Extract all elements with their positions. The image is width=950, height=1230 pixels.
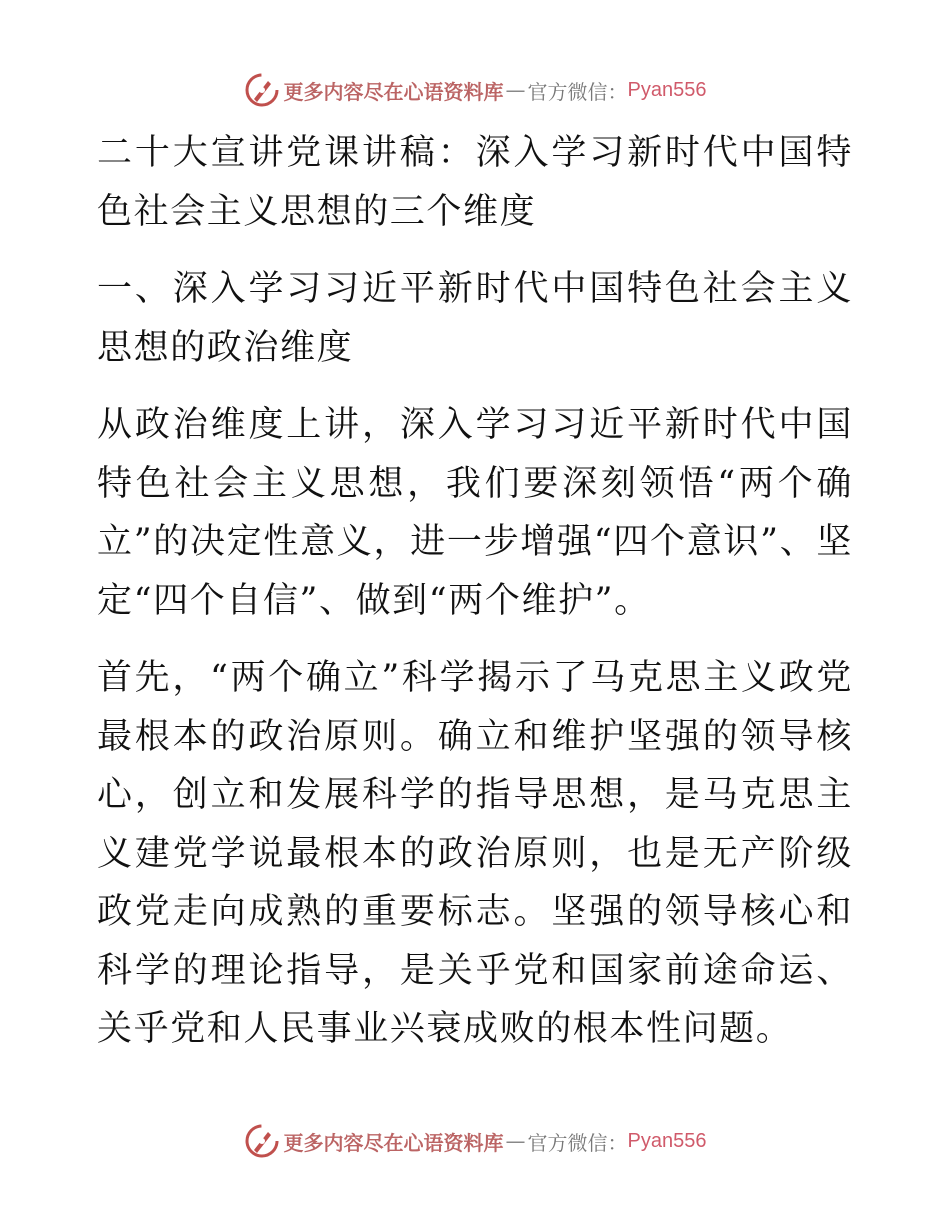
pen-circle-logo-icon (244, 1123, 280, 1159)
body-paragraph: 从政治维度上讲，深入学习习近平新时代中国特色社会主义思想，我们要深刻领悟“两个确立”的决定性意义，进一步增强“四个意识”、坚定“四个自信”、做到“两个维护”。 (97, 405, 853, 621)
body-paragraph: 首先，“两个确立”科学揭示了马克思主义政党最根本的政治原则。确立和维护坚强的领导核心，创立和发展科学的指导思想，是马克思主义建党学说最根本的政治原则，也是无产阶级政党走向成熟的重要标志。坚强的领导核心和科学的理论指导，是关乎党和国家前途命运、关乎党和人民事业兴衰成败的根本性问题。 (97, 658, 853, 1049)
watermark-brand: 更多内容尽在心语资料库 (283, 79, 504, 104)
section-heading: 一、深入学习习近平新时代中国特色社会主义思想的政治维度 (97, 269, 853, 368)
watermark-wechat-id: Pyan556 (627, 1129, 707, 1152)
footer-watermark (0, 1121, 950, 1161)
watermark-brand: 更多内容尽在心语资料库 (283, 1130, 504, 1155)
document-body (97, 124, 853, 1078)
header-watermark (0, 70, 950, 110)
watermark-wechat-label: 官方微信： (527, 79, 628, 104)
watermark-separator: — (505, 78, 526, 102)
watermark-wechat-label: 官方微信： (527, 1130, 628, 1155)
document-title: 二十大宣讲党课讲稿：深入学习新时代中国特色社会主义思想的三个维度 (97, 133, 853, 232)
watermark-wechat-id: Pyan556 (627, 78, 707, 101)
watermark-separator: — (505, 1129, 526, 1153)
pen-circle-logo-icon (244, 72, 280, 108)
